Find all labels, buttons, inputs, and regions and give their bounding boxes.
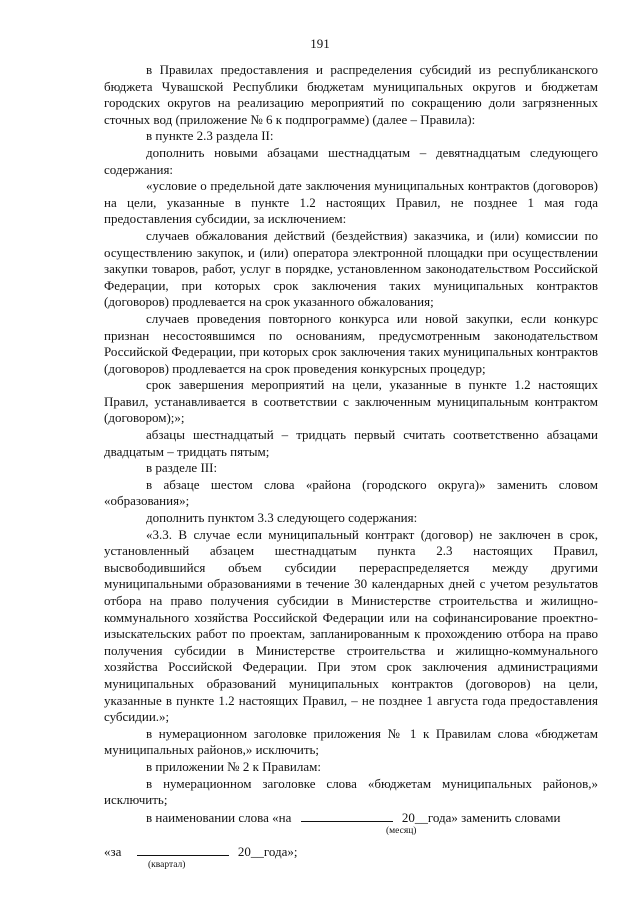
quarter-caption: (квартал): [148, 859, 186, 870]
page-number: 191: [310, 36, 330, 51]
paragraph: дополнить пунктом 3.3 следующего содержания:: [146, 510, 418, 526]
month-caption: (месяц): [386, 825, 417, 836]
blank-prefix: в наименовании слова «на: [146, 809, 292, 825]
paragraph: абзацы шестнадцатый – тридцать первый считать соответственно абзацами двадцатым – тридцать пятым;: [104, 427, 598, 459]
paragraph: в приложении № 2 к Правилам:: [146, 758, 321, 774]
paragraph: случаев проведения повторного конкурса или новой закупки, если конкурс признан несостоявшимся по основаниям, предусмотренным законодательством Российской Федерации, при которых срок заключения таких муниципальных контрактов (договоров) продлевается на срок проведения конкурсных процедур;: [104, 310, 598, 376]
paragraph-with-blank: [104, 809, 598, 843]
paragraph: в нумерационном заголовке приложения № 1 к Правилам слова «бюджетам муниципальных районов,» исключить;: [104, 725, 598, 758]
final-prefix: «за: [104, 843, 122, 859]
quarter-blank-line: [137, 843, 229, 856]
final-line: [104, 843, 598, 873]
paragraph: случаев обжалования действий (бездействия) заказчика, и (или) комиссии по осуществлению закупок, и (или) оператора электронной площадки при осуществлении закупки товаров, работ, услуг в порядке, установленном законодательством Российской Федерации, при которых срок заключения таких муниципальных контрактов (договоров) продлевается на срок указанного обжалования;: [104, 227, 598, 310]
paragraph: срок завершения мероприятий на цели, указанные в пункте 1.2 настоящих Правил, устанавливается в соответствии с заключенным муниципальным контрактом (договором);»;: [104, 377, 598, 426]
paragraph: «условие о предельной дате заключения муниципальных контрактов (договоров) на цели, указанные в пункте 1.2 настоящих Правил, не позднее 1 мая года предоставления субсидии, за исключением:: [104, 178, 598, 227]
month-blank-line: [301, 809, 393, 822]
paragraph: в Правилах предоставления и распределения субсидий из республиканского бюджета Чувашской Республики бюджетам муниципальных округов и бюджетам городских округов на реализацию мероприятий по сокращению доли загрязненных сточных вод (приложение № 6 к подпрограмме) (далее – Правила):: [104, 62, 598, 127]
final-suffix: 20__года»;: [237, 843, 298, 859]
paragraph: дополнить новыми абзацами шестнадцатым – девятнадцатым следующего содержания:: [104, 144, 598, 177]
document-body: [104, 62, 598, 873]
blank-suffix: 20__года» заменить словами: [401, 809, 561, 825]
paragraph: в пункте 2.3 раздела II:: [146, 128, 274, 144]
paragraph: в нумерационном заголовке слова «бюджетам муниципальных районов,» исключить;: [104, 775, 598, 808]
paragraph: в абзаце шестом слова «района (городского округа)» заменить словом «образования»;: [104, 476, 598, 509]
paragraph: «3.3. В случае если муниципальный контракт (договор) не заключен в срок, установленный абзацем шестнадцатым пункта 2.3 настоящих Правил, высвободившийся объем субсидии перераспределяется между другими муниципальными образованиями в течение 30 календарных дней с учетом результатов отбора на право получения субсидии в Министерстве строительства и жилищно-коммунального хозяйства Российской Федерации или на софинансирование проектно-изыскательских работ по проектам, запланированным к прохождению отбора на право получения субсидии в Министерстве строительства и жилищно-коммунального хозяйства Российской Федерации. При этом срок заключения администрациями муниципальных образований муниципальных контрактов (договоров) на цели, указанные в пункте 1.2 настоящих Правил, – не позднее 1 августа года предоставления субсидии.»;: [104, 526, 598, 725]
paragraph: в разделе III:: [146, 460, 218, 476]
